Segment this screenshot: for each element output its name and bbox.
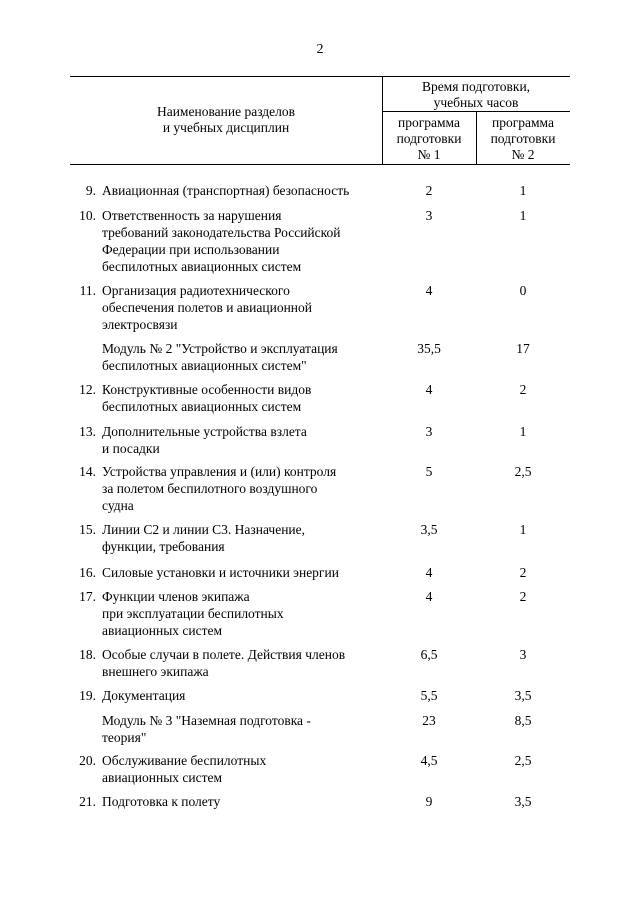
row-number: 20. [79, 753, 96, 768]
row-title [102, 282, 382, 333]
program2-hours: 2 [519, 382, 527, 397]
program2-hours: 1 [519, 424, 527, 439]
program2-hours: 3 [519, 647, 527, 662]
program1-hours: 3 [425, 424, 433, 439]
time-group-header-line: Время подготовки, [421, 79, 531, 94]
row-number: 9. [85, 183, 96, 198]
row-number: 11. [79, 283, 96, 298]
row-title [102, 687, 382, 704]
program2-header-line: № 2 [511, 147, 535, 162]
row-title [102, 381, 382, 415]
row-number: 10. [79, 208, 96, 223]
program1-hours: 5,5 [420, 688, 438, 703]
time-group-header-line: учебных часов [433, 95, 519, 110]
row-title-line: за полетом беспилотного воздушного [102, 481, 318, 496]
row-title-line: и посадки [102, 441, 160, 456]
program1-hours: 2 [425, 183, 433, 198]
row-number: 13. [79, 424, 96, 439]
program2-hours: 0 [519, 283, 527, 298]
row-title [102, 423, 382, 457]
program1-header [382, 115, 476, 163]
section-column-header-line: и учебных дисциплин [162, 120, 290, 135]
program1-hours: 3 [425, 208, 433, 223]
row-number: 15. [79, 522, 96, 537]
row-title-line: обеспечения полетов и авиационной [102, 300, 313, 315]
program2-header [476, 115, 570, 163]
program2-hours: 2,5 [514, 753, 532, 768]
program1-header-line: подготовки [396, 131, 462, 146]
program2-hours: 2 [519, 565, 527, 580]
program2-hours: 2,5 [514, 464, 532, 479]
section-column-header [70, 104, 382, 136]
program2-header-line: программа [492, 115, 554, 130]
program1-hours: 5 [425, 464, 433, 479]
row-title-line: Организация радиотехнического [102, 283, 290, 298]
row-title-line: Федерации при использовании [102, 242, 280, 257]
section-column-header-line: Наименование разделов [156, 104, 296, 119]
row-title-line: Силовые установки и источники энергии [102, 565, 339, 580]
row-number: 14. [79, 464, 96, 479]
row-title [102, 182, 382, 199]
row-title-line: Дополнительные устройства взлета [102, 424, 307, 439]
row-title-line: Авиационная (транспортная) безопасность [102, 183, 350, 198]
program1-hours: 4 [425, 382, 433, 397]
program1-hours: 4 [425, 589, 433, 604]
row-title [102, 564, 382, 581]
program2-hours: 1 [519, 522, 527, 537]
row-title-line: авиационных систем [102, 623, 223, 638]
program1-hours: 35,5 [417, 341, 441, 356]
program2-hours: 1 [519, 208, 527, 223]
program1-hours: 4,5 [420, 753, 438, 768]
row-title [102, 793, 382, 810]
program2-hours: 8,5 [514, 713, 532, 728]
row-title-line: беспилотных авиационных систем" [102, 358, 307, 373]
row-title-line: беспилотных авиационных систем [102, 399, 302, 414]
row-title [102, 712, 382, 746]
row-title-line: Функции членов экипажа [102, 589, 250, 604]
row-number: 18. [79, 647, 96, 662]
program1-hours: 3,5 [420, 522, 438, 537]
row-title [102, 646, 382, 680]
time-group-header [382, 79, 570, 111]
row-title-line: Ответственность за нарушения [102, 208, 282, 223]
row-title [102, 207, 382, 275]
table-header [0, 0, 640, 170]
program2-hours: 17 [516, 341, 530, 356]
row-title-line: Линии С2 и линии С3. Назначение, [102, 522, 306, 537]
row-title-line: судна [102, 498, 134, 513]
row-number: 17. [79, 589, 96, 604]
program1-header-line: № 1 [417, 147, 441, 162]
row-title-line: внешнего экипажа [102, 664, 209, 679]
page-number: 2 [316, 42, 324, 57]
row-title-line: авиационных систем [102, 770, 223, 785]
row-title-line: Документация [102, 688, 186, 703]
row-title-line: беспилотных авиационных систем [102, 259, 302, 274]
row-number: 12. [79, 382, 96, 397]
row-title-line: Особые случаи в полете. Действия членов [102, 647, 346, 662]
program1-hours: 4 [425, 565, 433, 580]
row-title-line: Модуль № 3 "Наземная подготовка - [102, 713, 311, 728]
row-number: 21. [79, 794, 96, 809]
program2-hours: 3,5 [514, 794, 532, 809]
row-title-line: требований законодательства Российской [102, 225, 341, 240]
row-title-line: Устройства управления и (или) контроля [102, 464, 337, 479]
header-bottom-rule [70, 164, 570, 165]
row-title [102, 752, 382, 786]
program2-hours: 2 [519, 589, 527, 604]
row-title [102, 588, 382, 639]
row-number: 19. [79, 688, 96, 703]
row-title-line: при эксплуатации беспилотных [102, 606, 284, 621]
row-title-line: Модуль № 2 "Устройство и эксплуатация [102, 341, 338, 356]
program1-header-line: программа [398, 115, 460, 130]
row-title-line: электросвязи [102, 317, 178, 332]
program1-hours: 9 [425, 794, 433, 809]
row-title-line: Подготовка к полету [102, 794, 221, 809]
header-top-rule [70, 76, 570, 77]
program1-hours: 6,5 [420, 647, 438, 662]
row-title-line: функции, требования [102, 539, 225, 554]
program2-hours: 3,5 [514, 688, 532, 703]
row-title [102, 340, 382, 374]
program2-header-line: подготовки [490, 131, 556, 146]
program1-hours: 23 [422, 713, 436, 728]
row-number: 16. [79, 565, 96, 580]
row-title [102, 521, 382, 555]
program1-hours: 4 [425, 283, 433, 298]
row-title [102, 463, 382, 514]
row-title-line: теория" [102, 730, 147, 745]
program2-hours: 1 [519, 183, 527, 198]
row-title-line: Обслуживание беспилотных [102, 753, 267, 768]
row-title-line: Конструктивные особенности видов [102, 382, 312, 397]
